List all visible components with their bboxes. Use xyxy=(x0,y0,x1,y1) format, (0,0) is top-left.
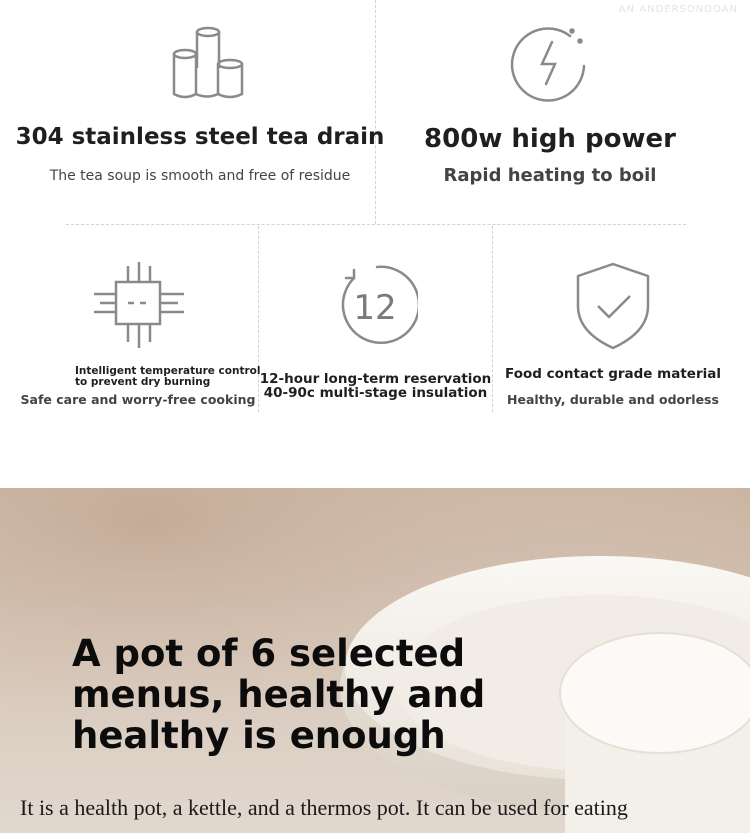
headline-line-1: A pot of 6 selected xyxy=(72,632,466,675)
shield-check-icon xyxy=(574,262,652,350)
feature-subtitle-high-power: Rapid heating to boil xyxy=(443,165,657,186)
feature-subtitle-food-grade: Healthy, durable and odorless xyxy=(507,392,719,407)
lightning-icon xyxy=(510,22,590,102)
product-banner xyxy=(0,488,750,833)
headline-line-3: healthy is enough xyxy=(72,714,446,757)
divider-vertical-bottom-right xyxy=(492,226,493,412)
feature-title-temp-control-line2: to prevent dry burning xyxy=(75,376,211,388)
clock-12-icon xyxy=(332,262,418,348)
watermark: AN ANDERSONDOAN xyxy=(618,4,738,15)
banner-caption: It is a health pot, a kettle, and a thermos pot. It can be used for eating xyxy=(20,795,628,820)
feature-subtitle-temp-control: Safe care and worry-free cooking xyxy=(20,392,256,407)
banner-headline xyxy=(72,633,485,756)
headline-line-2: menus, healthy and xyxy=(72,673,486,716)
feature-title-temp-control-line1: Intelligent temperature control xyxy=(75,365,261,377)
clock-label: 12 xyxy=(353,288,397,328)
divider-vertical-top xyxy=(375,0,376,224)
feature-title-steel-drain: 304 stainless steel tea drain xyxy=(15,124,385,150)
feature-title-food-grade: Food contact grade material xyxy=(505,366,721,382)
chip-icon xyxy=(94,262,184,350)
feature-title-reservation-line1: 12-hour long-term reservation xyxy=(259,371,492,387)
cylinders-icon xyxy=(170,24,248,102)
feature-title-reservation-line2: 40-90c multi-stage insulation xyxy=(263,385,488,401)
feature-title-high-power: 800w high power xyxy=(424,124,676,154)
divider-horizontal xyxy=(66,224,686,225)
feature-subtitle-steel-drain: The tea soup is smooth and free of residue xyxy=(49,168,351,184)
